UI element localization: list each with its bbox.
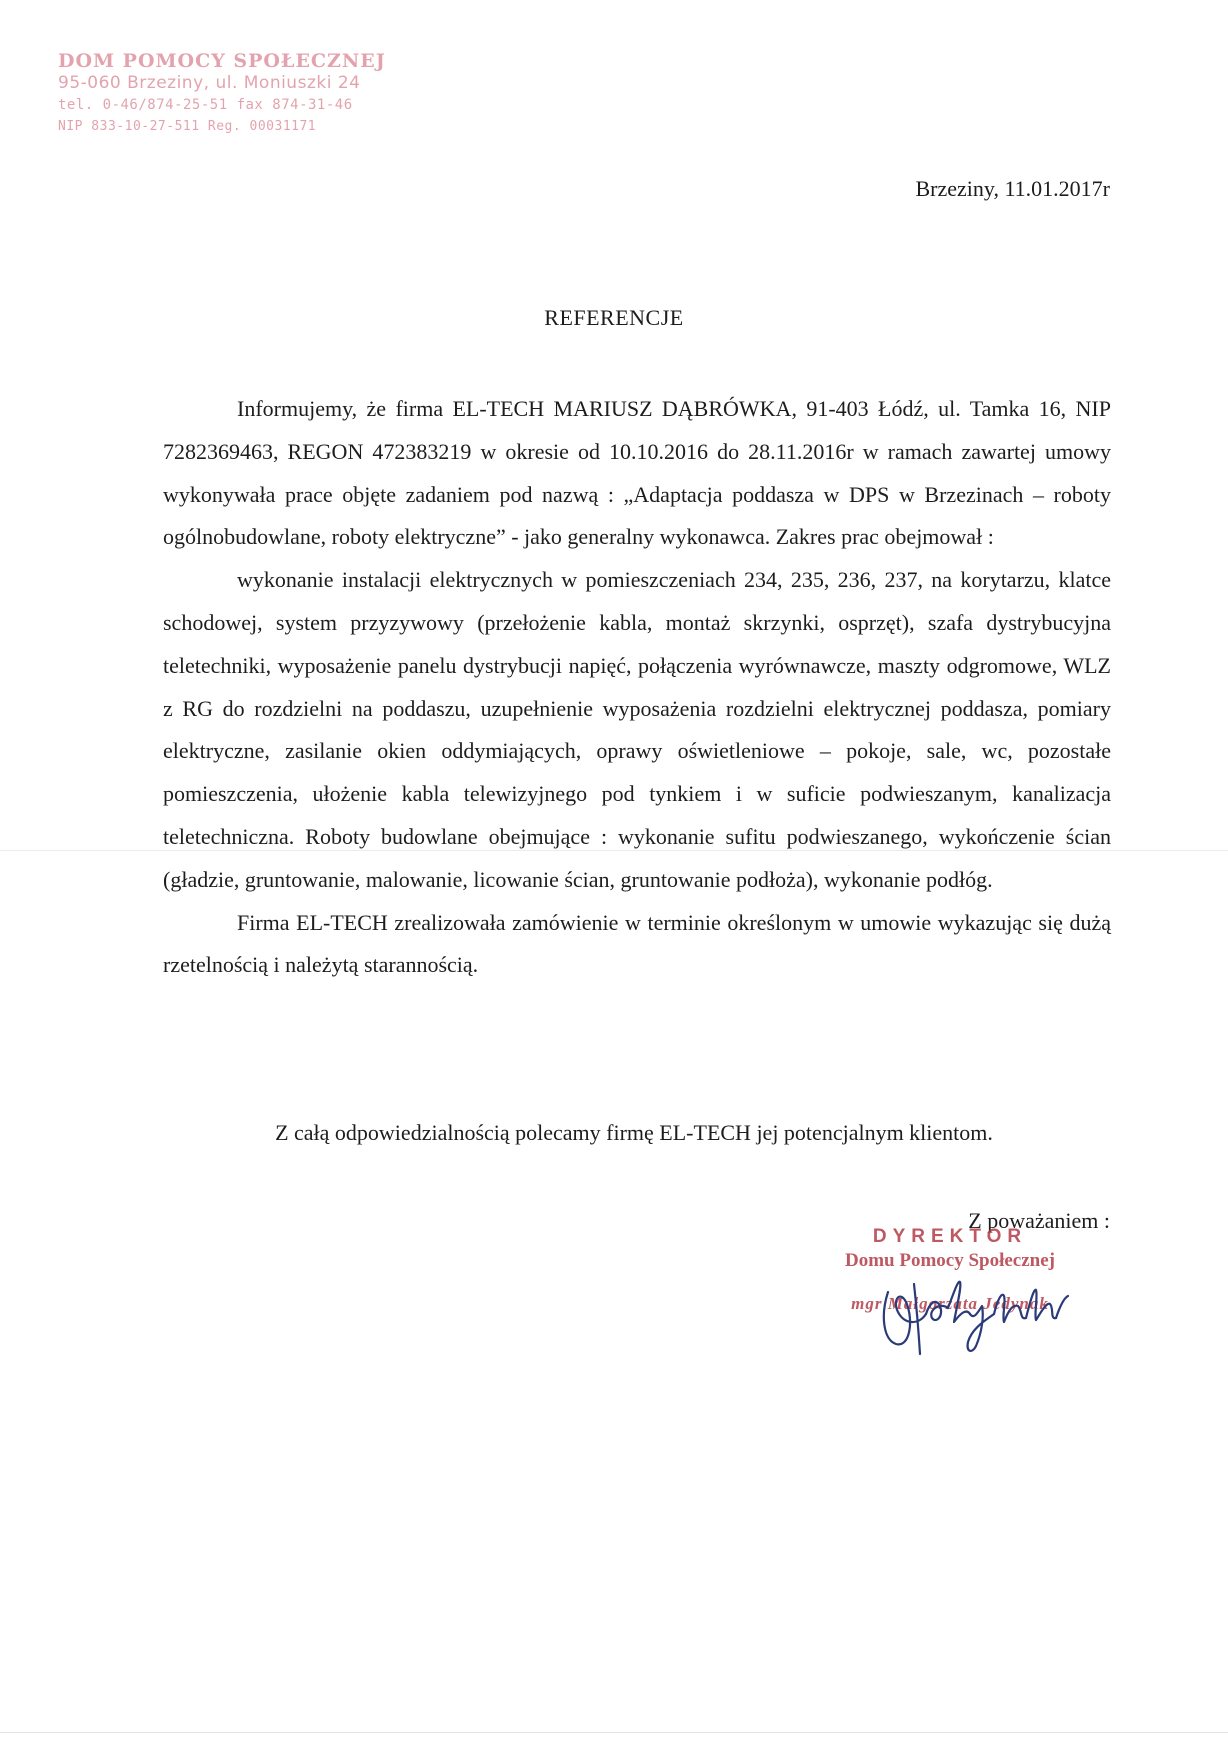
scan-artifact-line	[0, 1732, 1228, 1733]
stamp-nip-regon: NIP 833-10-27-511 Reg. 00031171	[58, 119, 317, 134]
document-date: Brzeziny, 11.01.2017r	[915, 176, 1110, 201]
stamp-institution-name: DOM POMOCY SPOŁECZNEJ	[58, 50, 386, 72]
scan-artifact-line	[0, 850, 1228, 851]
document-title: REFERENCJE	[544, 305, 684, 330]
regards-text: Z poważaniem :	[968, 1208, 1110, 1233]
stamp-phone-fax: tel. 0-46/874-25-51 fax 874-31-46	[58, 97, 353, 113]
stamp-person-name: mgr Małgorzata Jedynak	[851, 1294, 1049, 1313]
recommendation-sentence: Z całą odpowiedzialnością polecamy firmę EL-TECH jej potencjalnym klientom.	[275, 1120, 993, 1145]
stamp-address: 95-060 Brzeziny, ul. Moniuszki 24	[58, 73, 361, 93]
institution-stamp	[58, 50, 386, 138]
paragraph-introduction: Informujemy, że firma EL-TECH MARIUSZ DĄBRÓWKA, 91-403 Łódź, ul. Tamka 16, NIP 7282369463, REGON 472383219 w okresie od 10.10.2016 do 28.11.2016r w ramach zawartej umowy wykonywała prace objęte zadaniem pod nazwą : „Adaptacja poddasza w DPS w Brzezinach – roboty ogólnobudowlane, roboty elektryczne” - jako generalny wykonawca. Zakres prac obejmował :	[163, 396, 1111, 550]
paragraph-completion: Firma EL-TECH zrealizowała zamówienie w terminie określonym w umowie wykazując się dużą rzetelnością i należytą starannością.	[163, 909, 1111, 978]
stamp-role: DYREKTOR	[872, 1226, 1028, 1247]
letter-body	[163, 388, 1111, 987]
paragraph-scope-of-work: wykonanie instalacji elektrycznych w pomieszczeniach 234, 235, 236, 237, na korytarzu, klatce schodowej, system przyzywowy (przełożenie kabla, montaż skrzynki, osprzęt), szafa dystrybucyjna teletechniki, wyposażenie panelu dystrybucji napięć, połączenia wyrównawcze, maszty odgromowe, WLZ z RG do rozdzielni na poddaszu, uzupełnienie wyposażenia rozdzielni elektrycznej poddasza, pomiary elektryczne, zasilanie okien oddymiających, oprawy oświetleniowe – pokoje, sale, wc, pozostałe pomieszczenia, ułożenie kabla telewizyjnego pod tynkiem i w suficie podwieszanym, kanalizacja teletechniczna. Roboty budowlane obejmujące : wykonanie sufitu podwieszanego, wykończenie ścian (gładzie, gruntowanie, malowanie, licowanie ścian, gruntowanie podłoża), wykonanie podłóg.	[163, 567, 1111, 892]
handwritten-signature	[870, 1262, 1080, 1362]
stamp-institution: Domu Pomocy Społecznej	[844, 1250, 1056, 1271]
